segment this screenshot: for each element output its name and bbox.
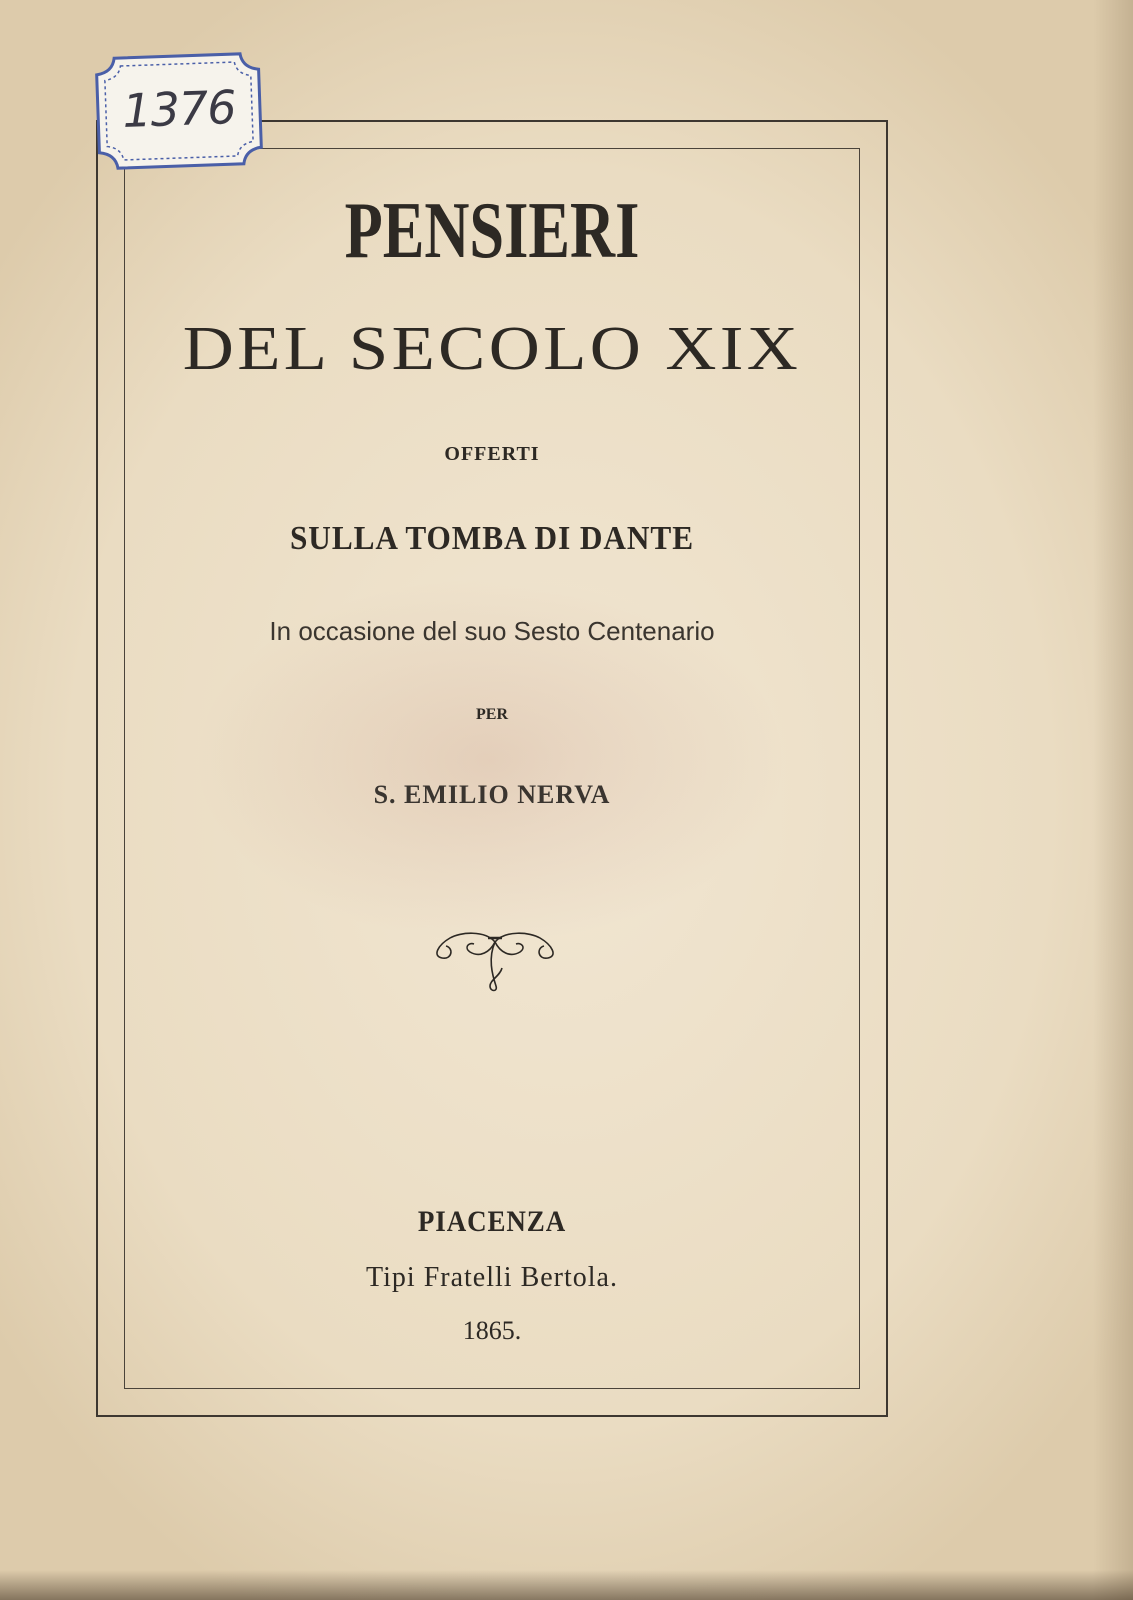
offered-line: OFFERTI bbox=[444, 443, 540, 465]
author-name: S. EMILIO NERVA bbox=[373, 780, 611, 809]
imprint-year: 1865. bbox=[462, 1316, 522, 1345]
bottom-edge-shadow bbox=[0, 1570, 1133, 1600]
paper-edge-shadow bbox=[1093, 0, 1133, 1600]
dedication-place: SULLA TOMBA DI DANTE bbox=[289, 520, 694, 557]
title-main: PENSIERI bbox=[344, 187, 640, 275]
catalog-label bbox=[92, 49, 266, 173]
imprint-printer: Tipi Fratelli Bertola. bbox=[366, 1262, 618, 1293]
flourish-ornament-icon bbox=[430, 928, 560, 994]
per-line: PER bbox=[476, 706, 508, 723]
title-secondary: DEL SECOLO XIX bbox=[182, 315, 802, 383]
occasion-line: In occasione del suo Sesto Centenario bbox=[269, 616, 715, 646]
imprint-city: PIACENZA bbox=[417, 1205, 567, 1238]
catalog-number: 1376 bbox=[121, 80, 237, 138]
